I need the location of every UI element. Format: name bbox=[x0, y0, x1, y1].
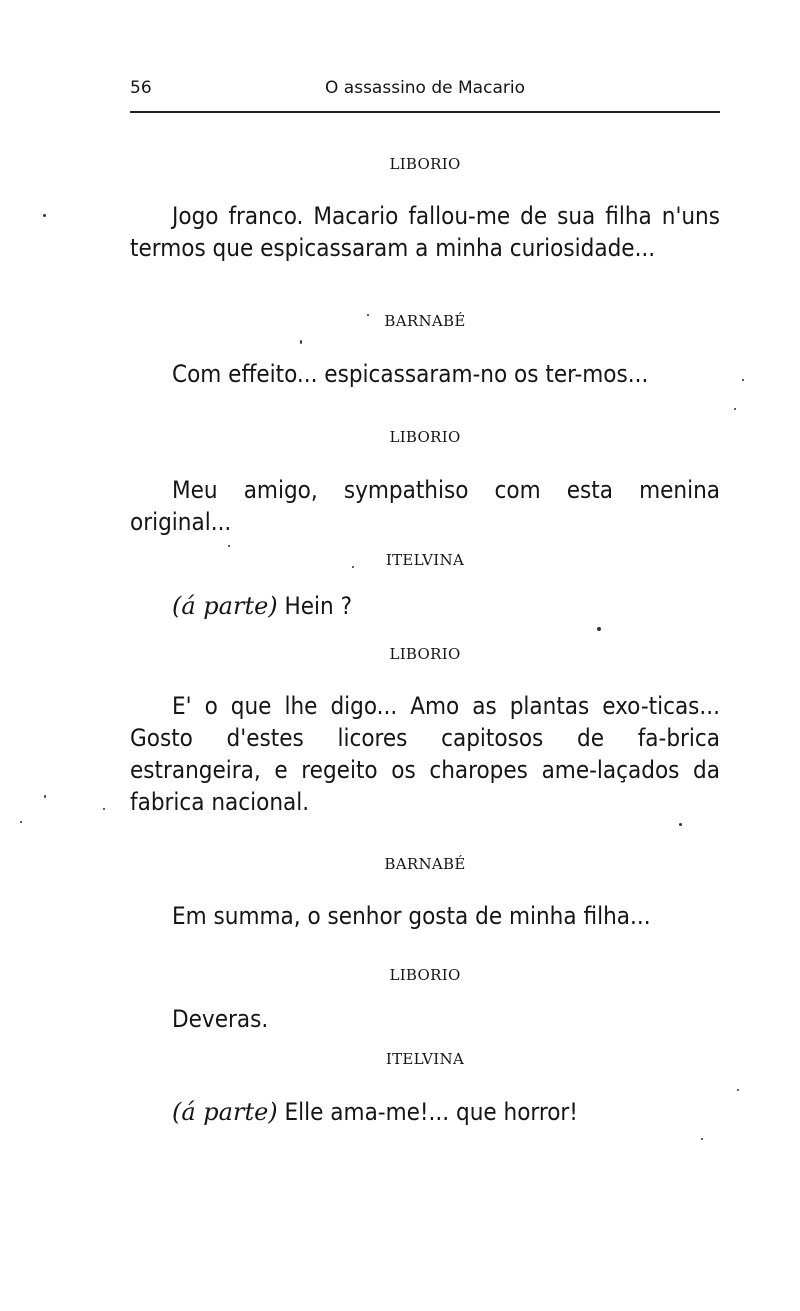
speech-text bbox=[130, 1096, 720, 1128]
speech-text: Com effeito... espicassaram-no os ter-mos... bbox=[172, 360, 649, 388]
speech-text: Meu amigo, sympathiso com esta menina original... bbox=[130, 476, 720, 536]
scan-speck bbox=[597, 627, 601, 631]
scan-speck bbox=[300, 340, 302, 344]
scan-speck bbox=[103, 808, 105, 810]
speaker-name: LIBORIO bbox=[389, 155, 461, 173]
scan-speck bbox=[43, 214, 46, 217]
stage-direction: (á parte) bbox=[172, 592, 278, 620]
running-title: O assassino de Macario bbox=[325, 78, 525, 98]
scan-speck bbox=[742, 379, 744, 381]
speaker-name: BARNABÉ bbox=[384, 312, 466, 330]
scan-speck bbox=[44, 795, 46, 798]
scan-speck bbox=[352, 566, 354, 568]
speaker-name: BARNABÉ bbox=[384, 855, 466, 873]
stage-direction: (á parte) bbox=[172, 1098, 278, 1126]
speech-text: Deveras. bbox=[172, 1005, 269, 1033]
header-rule bbox=[130, 111, 720, 113]
speaker-name: ITELVINA bbox=[385, 1050, 465, 1068]
scan-speck bbox=[228, 545, 230, 547]
scan-speck bbox=[701, 1138, 703, 1140]
scan-speck bbox=[734, 408, 736, 410]
speech-text: E' o que lhe digo... Amo as plantas exo-ticas... Gosto d'estes licores capitosos de fa-brica estrangeira, e regeito os charopes ame-laçados da fabrica nacional. bbox=[130, 692, 720, 816]
speaker-name: ITELVINA bbox=[385, 551, 465, 569]
page-number: 56 bbox=[130, 78, 152, 98]
speech-text bbox=[130, 590, 720, 622]
speaker-name: LIBORIO bbox=[389, 966, 461, 984]
page-header bbox=[130, 78, 720, 104]
scan-speck bbox=[20, 821, 22, 823]
scan-speck bbox=[679, 823, 682, 826]
speech-line: Elle ama-me!... que horror! bbox=[277, 1098, 578, 1126]
speaker-name: LIBORIO bbox=[389, 428, 461, 446]
speech-line: Hein ? bbox=[277, 592, 353, 620]
speech-text: Jogo franco. Macario fallou-me de sua filha n'uns termos que espicassaram a minha curiosidade... bbox=[130, 202, 720, 262]
scan-speck bbox=[737, 1089, 739, 1091]
speech-text: Em summa, o senhor gosta de minha filha... bbox=[172, 902, 651, 930]
scan-speck bbox=[367, 314, 369, 316]
speaker-name: LIBORIO bbox=[389, 645, 461, 663]
